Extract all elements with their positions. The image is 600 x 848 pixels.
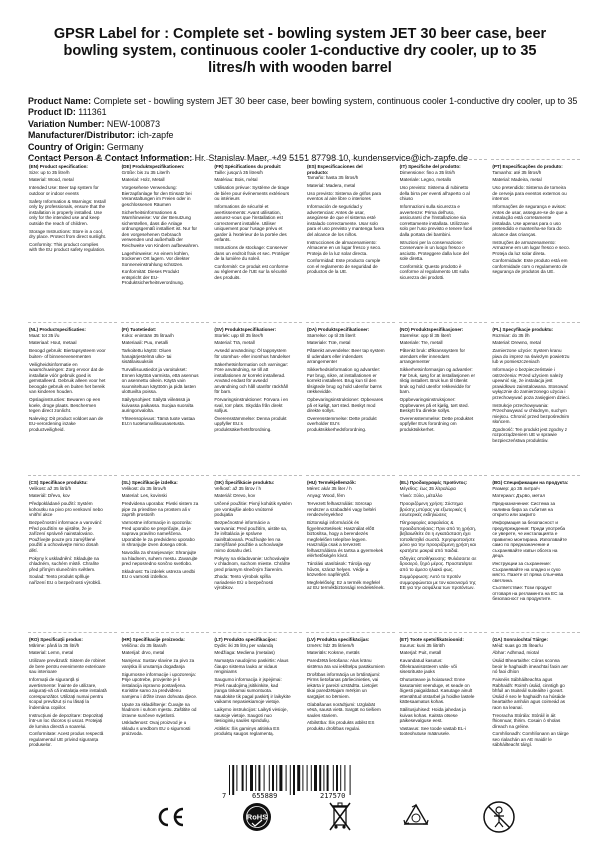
barcode-bar <box>344 765 345 791</box>
section-paragraph: Atitiktis: Šis gaminys atitinka ES produktų saugos reglamentą. <box>214 725 280 737</box>
rohs-compliant-icon <box>242 802 272 832</box>
section-heading: (EN) Product specification: <box>29 164 88 169</box>
section-paragraph: Tarkoitettu käyttö: Oluen hanajärjestelmä ulko- tai sisätilaisuuksiin <box>121 348 172 365</box>
barcode-bar <box>311 765 312 791</box>
section-paragraph: Méret: akár 35 liter / h <box>306 485 352 491</box>
barcode-bar <box>279 765 282 791</box>
section-paragraph: Informații de siguranță și avertismente: Înainte de utilizare, asigurați-vă că instalația este instalată corespunzător. Utilizați numai pentru scopul prevăzut și nu lăsați la îndemâna copiilor. <box>29 677 107 710</box>
section-paragraph: Οδηγίες αποθήκευσης: Φυλάσσετε σε δροσερό, ξηρό μέρος. Προστατέψτε από το άμεσο ηλιακό φως. <box>399 555 477 572</box>
barcode-bar <box>302 765 303 791</box>
section-paragraph: Предназначение: Система за наливна бира за събития на открито или закрито <box>492 501 556 518</box>
language-section <box>306 159 395 322</box>
section-paragraph: Kavandatud kasutus: Õllekraanisüsteem välis- või siseürituste jaoks <box>399 658 457 675</box>
section-paragraph: Storlek: upp till 35 liter/h <box>214 332 264 338</box>
language-section <box>399 322 488 475</box>
section-paragraph: Säkerhetsinformation och varningar: Före användning, se till att installationen är korrekt installerad. Använd endast för avsedd användning och håll utanför räckhåll för barn. <box>214 361 289 395</box>
ce-mark-icon <box>156 806 186 828</box>
section-paragraph: Överensstämmelse: Denna produkt uppfyller EU:s produktsäkerhetsförordning. <box>214 415 287 432</box>
section-paragraph: Ohutusteave ja hoiatused: Enne kasutamist veenduge, et seade on õigesti paigaldatud. Kasutage ainult ettenähtud otstarbel ja hoidke lastele kättesaamatus kohas. <box>399 677 475 705</box>
section-paragraph: Varnostne informacije in opozorila: Pred uporabo se prepričajte, da je naprava pravilno nameščena. Uporabite le za predvideno uporabo in shranjujte izven dosega otrok. <box>121 520 195 548</box>
no-children-icon <box>482 800 516 834</box>
section-paragraph: Størrelse: opp til 35 liter/t <box>399 332 451 338</box>
section-paragraph: Turvallisuustiedot ja varoitukset: Ennen käyttöä varmista, että asennus on asennettu oikein. Käytä vain suunniteltuun käyttöön ja pidä lasten ulottuvilta poissa. <box>121 367 199 395</box>
section-paragraph: Velikost: až 35 litrů/h <box>29 485 72 491</box>
language-section <box>491 632 580 772</box>
barcode-bar <box>333 765 334 791</box>
info-value: Hr. Stanislav Maer, +49 5151 87798 10, kundenservice@ich-zapfe.de <box>194 153 468 164</box>
section-paragraph: Informacje o bezpieczeństwie i ostrzeżenia: Przed użyciem należy upewnić się, że instalacja jest prawidłowo zainstalowana. Stosować wyłącznie do zamierzonego użycia i przechowywać poza zasięgiem dzieci. <box>492 367 570 400</box>
section-paragraph: Utilizare prevăzută: Sistem de robinet de bere pentru evenimente exterioare sau interioare <box>29 658 106 675</box>
section-paragraph: Biztonsági információk és figyelmeztetések: Használat előtt biztosítsa, hogy a berendezés megfelelően telepítve legyen. Használja csak a tervezett felhasználásra és tartsa a gyermekek elérhetőségén kívül. <box>306 520 384 559</box>
section-paragraph: Skladnost: Ta izdelek ustreza uredbi EU o varnosti izdelkov. <box>121 568 196 580</box>
barcode-bar <box>276 765 277 791</box>
section-paragraph: Material: Holz, Metall <box>121 177 165 183</box>
section-paragraph: Navodila za shranjevanje: Shranjujte na hladnem, suhem mestu. Zavarujte pred neposredno sončno svetlobo. <box>121 550 198 567</box>
section-paragraph: Veiligheidsinformatie en waarschuwingen: Zorg ervoor dat de installatie vóór gebruik goed is geïnstalleerd. Gebruik alleen voor het beoogde gebruik en buiten het bereik van kinderen houden. <box>29 361 106 395</box>
barcode-bar <box>250 765 253 791</box>
barcode-bar <box>290 765 291 795</box>
language-section <box>491 475 580 632</box>
section-heading: (SV) Produktspecifikationer: <box>214 327 277 332</box>
section-paragraph: Velikost: do 35 litrov/h <box>121 485 167 491</box>
section-paragraph: Størrelse: op til 35 liter/t <box>306 332 356 338</box>
info-value: NEW-100873 <box>106 118 161 129</box>
section-paragraph: Beoogd gebruik: Biertapsysteem voor buiten- of binnenevenementen <box>29 348 106 359</box>
section-paragraph: Instruções de armazenamento: Armazene em um lugar fresco e seco. Proteja da luz solar direta. <box>492 239 570 256</box>
section-heading: (FR) Spécifications du produit: <box>214 164 282 169</box>
info-label: Product Name: <box>28 96 92 106</box>
section-paragraph: Material: Wood, metal <box>29 177 74 183</box>
section-paragraph: Overensstemmelse: Dette produktet oppfyller EUs forordning om produktsikkerhet. <box>399 415 474 432</box>
section-paragraph: Méid: suas go 35 lítear/u <box>492 642 543 648</box>
barcode-bar <box>264 765 265 791</box>
language-section <box>399 632 488 772</box>
section-paragraph: Material: Madera, metal <box>306 182 356 188</box>
info-product-id <box>28 107 588 118</box>
section-paragraph: Určené použitie: Pivný kohútik systém pre vonkajšie alebo vnútorné podujatia <box>214 501 292 518</box>
language-section <box>28 322 117 475</box>
section-paragraph: Faisnéis Sábháilteachta agus Rabhaidh: Roimh úsáid, cinntigh go bhfuil an tsuiteáil suiteáilte i gceart. Úsáid é seo le haghaidh na húsáide beartaithe amháin agus coimeád as raon na leanaí. <box>492 677 566 710</box>
section-heading: (IT) Specifiche del prodotto: <box>399 164 461 169</box>
language-section <box>306 322 395 475</box>
section-paragraph: Laikymo instrukcijos: Laikyti vėsioje, sausoje vietoje. Saugoti nuo tiesioginių saulės spindulių. <box>214 707 288 724</box>
section-paragraph: Materiál: Dřevo, kov <box>29 493 70 499</box>
section-heading: (EL) Προδιαγραφές προϊόντος: <box>399 480 468 485</box>
section-paragraph: Size: up to 35 litre/h <box>29 169 70 175</box>
section-paragraph: Materiale: Legno, metallo <box>399 177 452 183</box>
section-paragraph: Προοριζόμενη χρήση: Σύστημα βρύσης μπύρας για εξωτερικές ή εσωτερικές εκδηλώσεις <box>399 501 467 518</box>
section-paragraph: Tárolási utasítások: Tárolja egy hűvös, száraz helyen. Védje a közvetlen napfénytől. <box>306 561 371 578</box>
section-heading: (LV) Produkta specifikācijas: <box>306 637 370 642</box>
section-paragraph: Größe: bis zu 35 Liter/h <box>121 169 170 175</box>
section-paragraph: Utilisation prévue: Système de tirage de bière pour événements extérieurs ou intérieurs <box>214 185 290 202</box>
barcode-bar <box>293 765 295 795</box>
section-paragraph: Safety Information & Warnings: Install only by professionals, ensure that the installation is properly installed. Use only for the intended use and keep outside the reach of children. <box>29 198 106 226</box>
section-paragraph: Conformitate: Acest produs respectă regulamentul UE privind siguranța produselor. <box>29 731 104 748</box>
section-paragraph: Koko: enintään 35 litraa/h <box>121 332 174 338</box>
section-paragraph: Tervezett felhasználás: Sörcsap rendszer a szabadtéri vagy beltéri rendezvényekhez <box>306 501 376 518</box>
language-section <box>28 159 117 322</box>
section-paragraph: Dimensione: fino a 35 litri/h <box>399 169 456 175</box>
section-paragraph: Informazioni sulla sicurezza e avvertenze: Prima dell'uso, assicurarsi che l'installazione sia correttamente installata. Utilizzare solo per l'uso previsto e tenere fuori dalla portata dei bambini. <box>399 204 473 237</box>
barcode-bar <box>232 765 234 795</box>
info-product-name <box>28 96 588 107</box>
section-paragraph: Soulad: Tento produkt splňuje nařízení EU o bezpečnosti výrobků. <box>29 574 102 585</box>
section-paragraph: Sikkerhetsinformasjon og advarsler: Før bruk, sørg for at installasjonen er riktig installert. Bruk kun til tiltenkt bruk og hold utenfor rekkevidde for barn. <box>399 367 475 395</box>
section-paragraph: Påtenkt bruk: Ølkranssystem for utendørs eller innendørs arrangementer <box>399 348 466 365</box>
section-paragraph: Paredzētā lietošana: Alus krānu sistēma āra vai iekštelpu pasākumiem <box>306 658 385 669</box>
section-paragraph: Drošības informācija un brīdinājumi: Pirms lietošanas pārliecinieties, vai iekārta ir pareizi uzstādīta. Lietojiet tikai paredzētajam mērķim un sargājiet no bērniem. <box>306 671 381 699</box>
language-section <box>213 159 302 322</box>
section-paragraph: Instrucțiuni de depozitare: Depozitați într-un loc răcoros și uscat. Protejați de lumina directă a soarelui. <box>29 712 104 729</box>
barcode-bars <box>221 765 379 795</box>
section-paragraph: Materiale: Træ, metal <box>306 340 351 346</box>
section-paragraph: Συμμόρφωση: Αυτό το προϊόν συμμορφώνεται με τον κανονισμό της ΕΕ για την ασφάλεια των προϊόντων. <box>399 574 476 591</box>
section-paragraph: Sigurnosne informacije i upozorenja: Prije upotrebe, provjerite je li instalacija ispravno postavljena. Koristite samo za predviđenu namjenu i držite izvan dohvata djece. <box>121 671 198 699</box>
section-paragraph: Pokyny na skladovanie: Uchovávajte v chladnom, suchom mieste. Chráňte pred priamym slnečným žiarením. <box>214 555 291 572</box>
section-paragraph: Material: Les, kovinski <box>121 493 167 499</box>
section-paragraph: Информация за безопасност и предупреждения: Преди употреба се уверете, че инсталацията е правилно монтирана. Използвайте само по предназначение и съхранявайте извън обсега на деца. <box>492 520 567 559</box>
section-paragraph: Informações de segurança e avisos: Antes de usar, assegure-se de que a instalação está corretamente instalada. Use apenas para o uso pretendido e mantenha-se fora do alcance das crianças. <box>492 204 568 237</box>
barcode-bar <box>269 765 270 791</box>
section-paragraph: Opbevaringsinstruktioner: Opbevares på et køligt, tørt sted. Beskyt mod direkte sollys. <box>306 397 384 414</box>
section-paragraph: Veličina: do 35 litara/h <box>121 642 167 648</box>
section-paragraph: Storage Instructions: Store in a cool, dry place. Protect from direct sunlight. <box>29 228 107 240</box>
barcode-bar <box>229 765 230 795</box>
language-section <box>121 322 210 475</box>
section-paragraph: Υλικό: Ξύλο, μέταλλο <box>399 493 443 499</box>
section-paragraph: Megfelelőség: Ez a termék megfelel az EU termékbiztonsági rendeletének. <box>306 579 385 591</box>
section-paragraph: Conformité: Ce produit est conforme au règlement de l'UE sur la sécurité des produits. <box>214 263 289 280</box>
section-paragraph: Izmērs: līdz 35 litriem/h <box>306 642 355 648</box>
section-heading: (ES) Especificaciones del producto: <box>306 164 363 175</box>
language-sections-grid <box>28 159 580 772</box>
section-paragraph: Opslaginstructies: Bewaren op een koele, droge plaats. Beschermen tegen direct zonlicht. <box>29 397 101 414</box>
section-paragraph: Taille: jusqu'à 35 litres/h <box>214 169 263 175</box>
section-heading: (BG) Спецификации на продукта: <box>492 480 569 485</box>
section-paragraph: Размер: до 35 литра/ч <box>492 485 540 491</box>
barcode-bar <box>272 765 274 791</box>
section-heading: (LT) Produkto specifikacijos: <box>214 637 278 642</box>
section-paragraph: Vastavus: See toode vastab EL-i tooteohutuse määrusele. <box>399 725 466 737</box>
section-paragraph: Μέγεθος: έως 35 λίτρα/ώρα <box>399 485 456 491</box>
section-paragraph: Uso previsto: Sistema de grifos para eventos al aire libre o interiores <box>306 190 382 202</box>
section-paragraph: Materiaali: Puu, metalli <box>121 340 169 346</box>
language-section <box>121 475 210 632</box>
section-paragraph: Zamierzone użycie: System kranu piwa do imprez na świeżym powietrzu lub w pomieszczeniach <box>492 348 570 365</box>
section-paragraph: Úsáid Bheartaithe: Córas sconna beoir le haghaidh imeachtaí faoin aer nó faoi dhíon <box>492 658 568 675</box>
section-paragraph: Materiaal: Hout, metaal <box>29 340 77 346</box>
section-paragraph: Instructions de stockage: Conserver dans un endroit frais et sec. Protéger de la lumière du soleil. <box>214 245 290 262</box>
section-paragraph: Uso previsto: Sistema di rubinetto della birra per eventi all'aperto o al chiuso <box>399 185 470 202</box>
barcode-digit-prefix: 7 <box>222 792 227 800</box>
section-paragraph: Tamaño: hasta 35 litros/h <box>306 175 359 180</box>
section-heading: (NL) Productspecificaties: <box>29 327 86 332</box>
barcode-bar <box>258 765 260 791</box>
section-heading: (SK) Špecifikácie produktu: <box>214 480 275 485</box>
section-paragraph: Instrucciones de almacenamiento: Almacene en un lugar fresco y seco. Proteja de la luz solar directa. <box>306 239 382 256</box>
section-paragraph: Conformità: Questo prodotto è conforme al regolamento UE sulla sicurezza dei prodotti. <box>399 263 469 280</box>
barcode-bar <box>286 765 287 791</box>
section-paragraph: Zgodność: Ten produkt jest zgodny z rozporządzeniem UE w sprawie bezpieczeństwa produktów. <box>492 426 568 443</box>
section-paragraph: Medžiaga: Mediena (metalas) <box>214 650 275 656</box>
section-heading: (FI) Tuotetiedot: <box>121 327 157 332</box>
barcode <box>221 765 379 801</box>
section-paragraph: Upute za skladištenje: Čuvajte na hladnom i suhom mjestu. Zaštitite od izravne sunčeve svjetlosti. <box>121 701 197 718</box>
section-paragraph: Conformidade: Este produto está em conformidade com o regulamento de segurança de produtos da UE. <box>492 258 568 275</box>
section-paragraph: Säilitusjuhised: Hoida jahedas ja kuivas kohas. Kaitsta otsese päikesevalguse eest. <box>399 707 466 724</box>
section-paragraph: Förvaringsinstruktioner: Förvara i en sval, torr plats. Skydda från direkt solljus. <box>214 397 289 414</box>
section-paragraph: Bezpečnostní informace a varování: Před použitím se ujistěte, že je zařízení správně nainstalováno. Používejte pouze pro zamýšlené použití a uchovávejte mimo dosah dětí. <box>29 520 103 553</box>
section-paragraph: Maat: tot 35 l/u <box>29 332 60 338</box>
language-section <box>306 632 395 772</box>
info-value: Complete set - bowling system JET 30 beer case, beer bowling system, continuous cooler 1-conductive dry cooler, up to 35 <box>93 96 578 106</box>
section-paragraph: Suurus: kuni 35 liitrit/h <box>399 642 445 648</box>
section-paragraph: Naleving: Dit product voldoet aan de EU-verordening inzake productveiligheid. <box>29 415 104 432</box>
barcode-bar <box>307 765 308 791</box>
section-heading: (CS) Specifikace produktu: <box>29 480 88 485</box>
section-heading: (RO) Specificații produs: <box>29 637 83 642</box>
section-paragraph: Rozmiar: do 35 l/h <box>492 332 530 338</box>
section-paragraph: Información de seguridad y advertencias: Antes de usar, asegúrese de que el sistema esté instalado correctamente. Usar solo para el uso previsto y mantenga fuera del alcance de los niños. <box>306 204 385 237</box>
section-paragraph: Istruzioni per la conservazione: Conservare in un luogo fresco e asciutto. Proteggere dalla luce del sole diretta. <box>399 239 469 262</box>
section-paragraph: Predvidena uporaba: Pivski sistem za pipe za prireditve na prostem ali v zaprtih prostorih <box>121 501 199 518</box>
info-variation-number <box>28 119 588 130</box>
info-label: Variation Number: <box>28 118 105 129</box>
language-section <box>213 632 302 772</box>
section-heading: (SL) Specifikacije izdelka: <box>121 480 178 485</box>
section-paragraph: Usklađenost: Ovaj proizvod je u skladu s uredbom EU o sigurnosti proizvoda. <box>121 720 191 737</box>
section-paragraph: Matériau: Bois, métal <box>214 177 258 183</box>
info-label: Contact Person & Contact Information: <box>28 153 193 164</box>
section-paragraph: Conformity: This product complies with the EU product safety regulation. <box>29 241 106 253</box>
info-value: Germany <box>106 141 144 152</box>
section-paragraph: Atbilstība: Šis produkts atbilst ES produktu drošības regulai. <box>306 720 375 731</box>
section-paragraph: Předpokládané použití: Systém kohoutku na pivo pro venkovní nebo vnitřní akce <box>29 501 103 518</box>
section-paragraph: Yhteensopivuus: Tämä tuote vastaa EU:n tuoteturvallisuusasetusta. <box>121 415 195 427</box>
info-value: ich-zapfe <box>137 130 174 141</box>
language-section <box>399 475 488 632</box>
section-paragraph: Tamanho: até 35 litros/h <box>492 169 542 175</box>
barcode-bar <box>236 765 237 791</box>
section-paragraph: Numatyta naudojimo paskirtis: Alaus čiaupo sistema lauko ar vidaus renginiams <box>214 658 289 675</box>
section-paragraph: Informations de sécurité et avertissements: Avant utilisation, assurez-vous que l'installation est correctement installée. Utiliser uniquement pour l'usage prévu et garder à l'extérieur de la portée des enfants. <box>214 204 287 243</box>
barcode-bar <box>297 765 300 791</box>
barcode-bar <box>242 765 244 791</box>
barcode-bar <box>255 765 256 791</box>
section-paragraph: Material: Trä, metall <box>214 340 255 346</box>
section-heading: (PT) Especificações do produto: <box>492 164 563 169</box>
section-paragraph: Zhoda: Tento výrobok spĺňa nariadenie EÚ o bezpečnosti výrobkov. <box>214 574 274 591</box>
section-heading: (DA) Produktspecifikationer: <box>306 327 370 332</box>
language-section <box>28 475 117 632</box>
language-section <box>121 159 210 322</box>
info-manufacturer <box>28 130 588 141</box>
section-heading: (HR) Specifikacije proizvoda: <box>121 637 185 642</box>
barcode-bar <box>336 765 338 791</box>
section-paragraph: Intended Use: Beer tap system for outdoor or indoor events <box>29 185 99 196</box>
section-heading: (ET) Toote spetsifikatsioonid: <box>399 637 464 642</box>
section-heading: (NO) Produktspesifikasjoner: <box>399 327 464 332</box>
section-paragraph: Материал: Дърво, метал <box>492 493 546 499</box>
section-paragraph: Glabāšanas norādījumi: Uzglabāt vēsā, sausā vietā. Sargāt no tiešiem saules stariem. <box>306 701 381 718</box>
section-paragraph: Instrukcje przechowywania: Przechowywać w chłodnym, suchym miejscu. Chronić przed bezpośrednim słońcem. <box>492 402 570 425</box>
section-paragraph: Πληροφορίες ασφαλείας & προειδοποιήσεις: Πριν από τη χρήση, βεβαιωθείτε ότι η εγκατάσταση έχει τοποθετηθεί σωστά. Χρησιμοποιήστε μόνο για την προοριζόμενη χρήση και κρατήστε μακριά από παιδιά. <box>399 520 477 553</box>
info-label: Country of Origin: <box>28 141 105 152</box>
info-label: Manufacturer/Distributor: <box>28 130 135 141</box>
section-paragraph: Säilytysohjeet: Säilytä viileässä ja kuivassa paikassa. Suojaa suoralta auringonvalolta. <box>121 397 194 414</box>
section-paragraph: Съответствие: Този продукт отговаря на регламента на ЕС за безопасност на продуктите. <box>492 585 564 602</box>
recycle-symbol-icon <box>398 802 434 832</box>
section-paragraph: Materiāls: Koksne, metāls <box>306 650 360 656</box>
section-paragraph: Oppbevaringsinstruksjoner: Oppbevares på et kjølig, tørt sted. Beskytt fra direkte sollys. <box>399 397 469 414</box>
section-heading: (HU) Termékjellemzők: <box>306 480 357 485</box>
section-heading: (DE) Produktspezifikationen: <box>121 164 185 169</box>
section-paragraph: Ábhar: Adhmad, miotal <box>492 650 539 656</box>
section-paragraph: Mărime: până la 35 litri/h <box>29 642 80 648</box>
section-paragraph: Veľkosť: až 35 litrov / h <box>214 485 262 491</box>
section-paragraph: Saugumo informacija ir įspėjimai: Prieš naudojimą įsitikinkite, kad įranga tinkamai sumontuota. Naudokite tik pagal paskirtį ir laikykite vaikams nepasiekiamoje vietoje. <box>214 677 291 705</box>
info-country-of-origin <box>28 142 588 153</box>
section-heading: (PL) Specyfikacje produktu: <box>492 327 554 332</box>
barcode-bar <box>327 765 329 791</box>
language-section <box>121 632 210 772</box>
section-paragraph: Uso pretendido: Sistema de torneira de cerveja para eventos externos ou internos <box>492 185 567 202</box>
section-paragraph: Lagerhinweise: An einem kühlen, trockenen Ort lagern. Vor direkter Sonneneinstrahlung schützen. <box>121 250 190 267</box>
weee-crossed-bin-icon <box>327 800 353 834</box>
info-value: 111361 <box>78 107 107 118</box>
info-label: Product ID: <box>28 107 76 118</box>
barcode-bar <box>323 765 324 791</box>
section-paragraph: Påtænkt anvendelse: Beer tap system til udendørs eller indendørs arrangementer <box>306 348 385 365</box>
barcode-bar <box>319 765 321 791</box>
section-paragraph: Konformität: Dieses Produkt entspricht der EU-Produktsicherheitsverordnung. <box>121 269 184 286</box>
section-paragraph: Conformidad: Este producto cumple con el reglamento de seguridad de productos de la UE. <box>306 258 381 275</box>
section-heading: (GA) Sonraíochtaí Táirge: <box>492 637 548 642</box>
product-info <box>28 96 588 164</box>
barcode-bar <box>350 765 351 795</box>
section-paragraph: Comhlíonadh: Comhlíonann an táirge seo rialachán an AE maidir le sábháilteacht táirgí. <box>492 731 569 748</box>
section-paragraph: Vorgesehene Verwendung: Bierzapfanlage für den Einsatz bei Veranstaltungen im Freien oder in geschlossenen Räumen <box>121 185 192 207</box>
language-section <box>213 475 302 632</box>
language-section <box>399 159 488 322</box>
section-paragraph: Materijal: drvo, metal <box>121 650 165 656</box>
language-section <box>491 159 580 322</box>
svg-text:RoHS: RoHS <box>246 812 268 822</box>
section-paragraph: Material: Lemn, metal <box>29 650 74 656</box>
barcode-digits-left: 655889 <box>252 792 278 800</box>
section-paragraph: Sikkerhedsinformation og advarsler: Før brug, sikre, at installationen er korrekt installeret. Brug kun til den tilsigtede brug og hold udenfor børns rækkevidde. <box>306 367 382 395</box>
section-paragraph: Namjena: Sustav slavine za pivo za vanjska ili unutarnja događanja <box>121 658 195 669</box>
section-paragraph: Materjal: Puit, metall <box>399 650 442 656</box>
compliance-icons <box>0 800 600 848</box>
section-paragraph: Treoracha Stórála: Stóráil in áit fhionnuar, thirim. Cosain ó sholas díreach na gréine. <box>492 712 561 729</box>
section-paragraph: Overensstemmelse: Dette produkt overholder EU's produktsikkerhedsforordning. <box>306 415 377 432</box>
section-paragraph: Materiál: Drevo, kov <box>214 493 256 499</box>
section-paragraph: Anyag: Wood, fém <box>306 493 345 499</box>
section-paragraph: Materiale: Tre, metall <box>399 340 443 346</box>
language-section <box>213 322 302 475</box>
language-section <box>28 632 117 772</box>
language-section <box>491 322 580 475</box>
page-title: GPSR Label for : Complete set - bowling system JET 30 beer case, beer bowling system, continuous cooler 1-conductive dry cooler, up to 35 litres/h with wooden barrel <box>53 26 547 76</box>
section-paragraph: Инструкции за съхранение: Съхранявайте на хладно и сухо място. Пазете от пряка слънчева светлина. <box>492 561 564 583</box>
section-paragraph: Material: Madeira, metal <box>492 177 542 183</box>
section-paragraph: Bezpečnostné informácie a varovania: Pred použitím, uistite sa, že inštalácia je správne nainštalovaná. Používajte len na zamýšľané použitie a uchovávajte mimo dosahu detí. <box>214 520 288 553</box>
language-section <box>306 475 395 632</box>
barcode-bar <box>314 765 317 791</box>
section-paragraph: Dydis: iki 35 litrų per valandą <box>214 642 274 648</box>
section-paragraph: Materiał: Drewno, metal <box>492 340 541 346</box>
barcode-digits-right: 217570 <box>320 792 346 800</box>
section-paragraph: Sicherheitsinformationen & Warnhinweise: Vor der Benutzung sicherstellen, dass die Anlage ordnungsgemäß installiert ist. Nur für den vorgesehenen Gebrauch verwenden und außerhalb der Reichweite von Kindern aufbewahren. <box>121 209 200 248</box>
barcode-bar <box>340 765 341 791</box>
section-paragraph: Avsedd användning: Öl tappsystem för utomhus- eller inomhus händelser <box>214 348 291 359</box>
section-paragraph: Pokyny k uskladnění: Skladujte na chladném, suchém místě. Chraňte před přímým slunečním světlem. <box>29 555 99 572</box>
barcode-bar <box>246 765 247 791</box>
